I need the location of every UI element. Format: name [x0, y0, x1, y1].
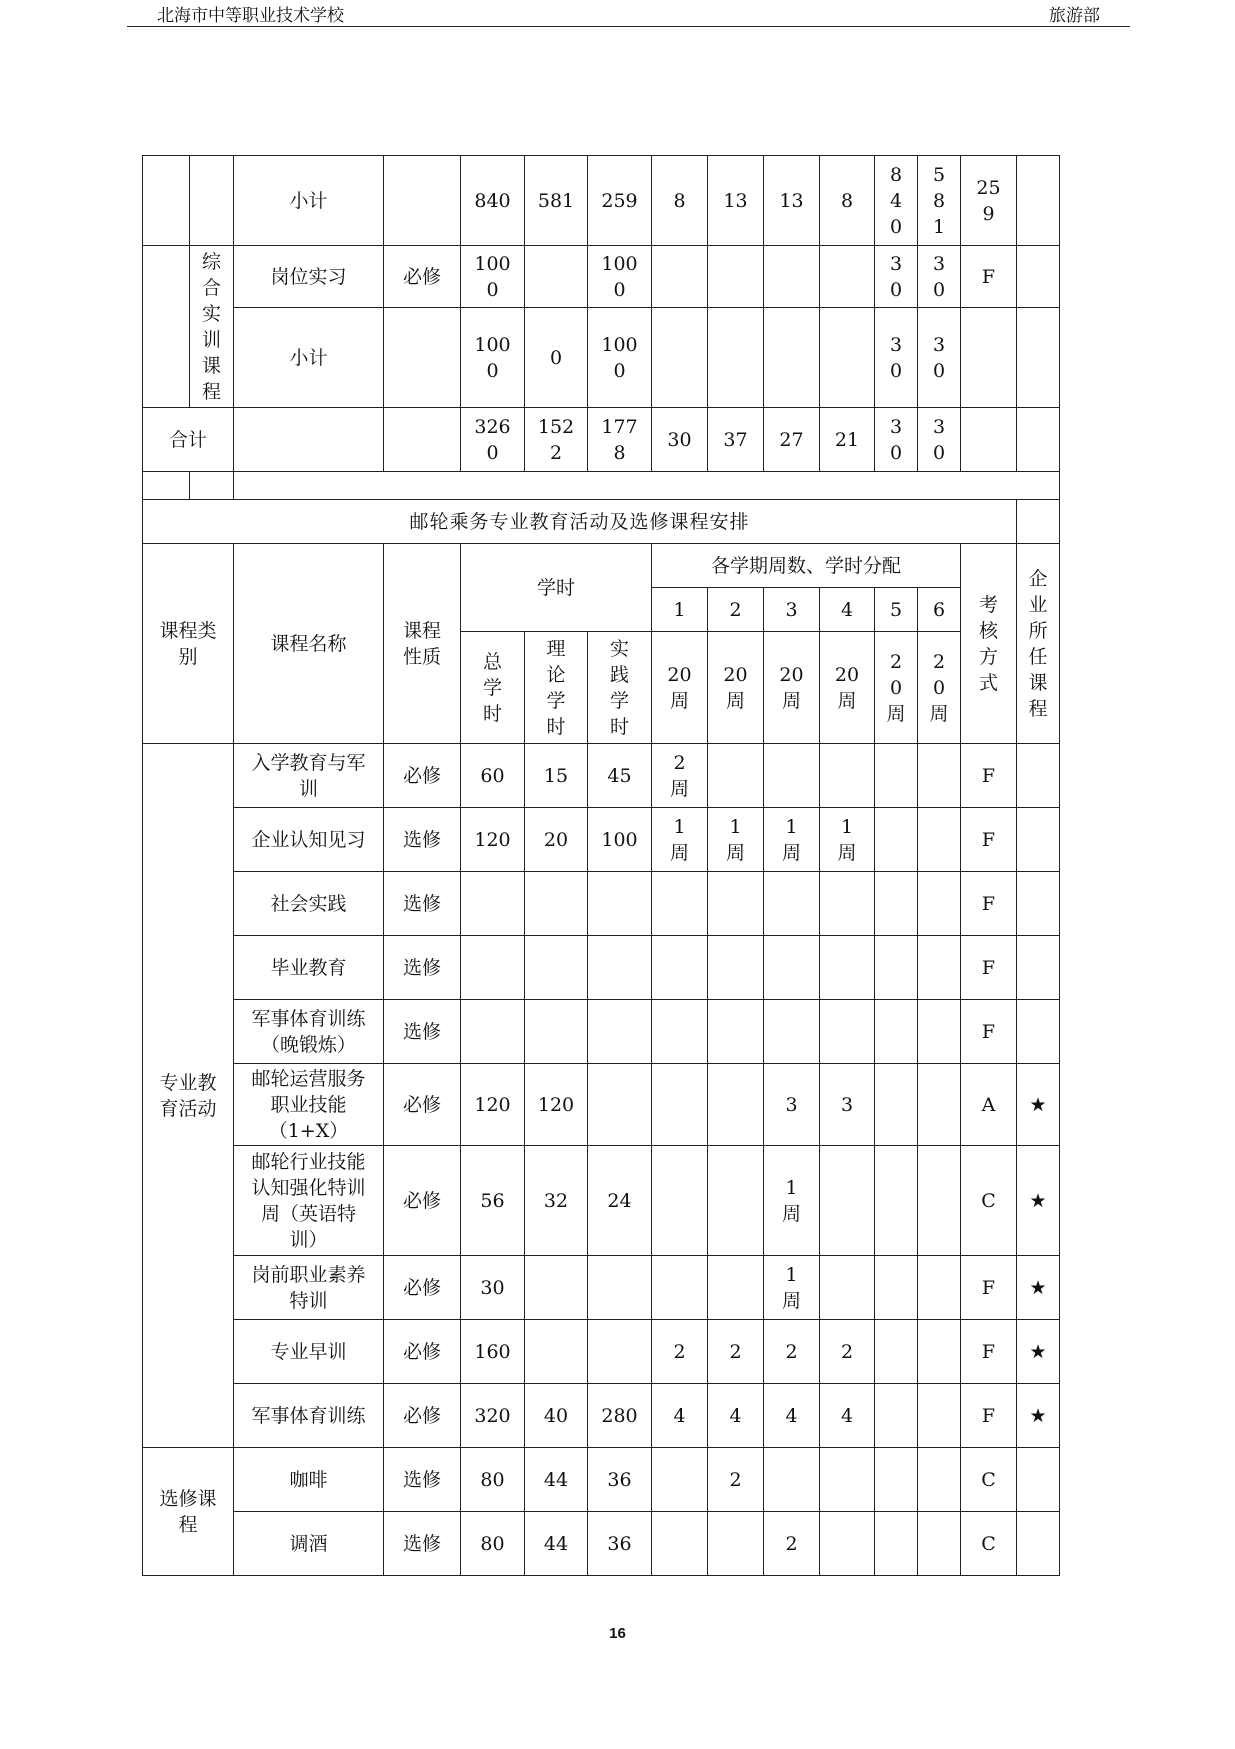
semester-3: 1 周: [764, 808, 820, 872]
semester-2: [708, 1146, 764, 1256]
semester-2: 4: [708, 1384, 764, 1448]
table-row: [143, 1146, 1060, 1256]
column-header-row: [143, 544, 1060, 588]
total-hours: 100 0: [461, 246, 525, 308]
exam-method: [961, 408, 1017, 472]
header-weeks-6: 2 0 周: [918, 632, 961, 744]
semester-6: 3 0: [918, 246, 961, 308]
enterprise-star: ★: [1017, 1320, 1060, 1384]
table-row: [143, 1448, 1060, 1512]
semester-2: 1 周: [708, 808, 764, 872]
exam-method: F: [961, 1320, 1017, 1384]
semester-4: [820, 872, 875, 936]
semester-4: [820, 1146, 875, 1256]
semester-5: 3 0: [875, 308, 918, 408]
semester-5: [875, 1256, 918, 1320]
header-practice-hours: 实 践 学 时: [588, 632, 652, 744]
semester-1: [652, 936, 708, 1000]
semester-5: [875, 1064, 918, 1146]
theory-hours: 20: [525, 808, 588, 872]
total-hours: 120: [461, 808, 525, 872]
semester-1: [652, 246, 708, 308]
semester-3: [764, 1000, 820, 1064]
curriculum-table: [142, 155, 1060, 1576]
theory-hours: 581: [525, 156, 588, 246]
enterprise-star: ★: [1017, 1256, 1060, 1320]
semester-2: [708, 1064, 764, 1146]
semester-6: [918, 744, 961, 808]
exam-method: 25 9: [961, 156, 1017, 246]
semester-5: [875, 1146, 918, 1256]
semester-5: 8 4 0: [875, 156, 918, 246]
semester-3: [764, 872, 820, 936]
semester-3: 13: [764, 156, 820, 246]
semester-4: [820, 744, 875, 808]
total-hours: 100 0: [461, 308, 525, 408]
course-nature: 必修: [384, 1146, 461, 1256]
enterprise-star: [1017, 1000, 1060, 1064]
course-name: 调酒: [234, 1512, 384, 1576]
header-semester-2: 2: [708, 588, 764, 632]
enterprise-course: [1017, 308, 1060, 408]
semester-6: [918, 1000, 961, 1064]
header-weeks-5: 2 0 周: [875, 632, 918, 744]
semester-4: [820, 936, 875, 1000]
semester-4: [820, 1512, 875, 1576]
semester-4: [820, 1000, 875, 1064]
semester-5: [875, 872, 918, 936]
exam-method: F: [961, 872, 1017, 936]
header-theory-hours: 理 论 学 时: [525, 632, 588, 744]
semester-5: [875, 1384, 918, 1448]
theory-hours: 44: [525, 1448, 588, 1512]
enterprise-star: ★: [1017, 1146, 1060, 1256]
semester-6: [918, 1256, 961, 1320]
semester-6: 5 8 1: [918, 156, 961, 246]
semester-6: 3 0: [918, 408, 961, 472]
theory-hours: 32: [525, 1146, 588, 1256]
header-semester-group: 各学期周数、学时分配: [652, 544, 961, 588]
subcategory-cell-cont: [190, 156, 234, 246]
subtotal-row: [143, 156, 1060, 246]
practice-hours: [588, 936, 652, 1000]
practice-hours: [588, 1000, 652, 1064]
course-name: 专业早训: [234, 1320, 384, 1384]
semester-6: [918, 808, 961, 872]
course-name: 咖啡: [234, 1448, 384, 1512]
category-cell-cont: [143, 246, 190, 408]
exam-method: F: [961, 808, 1017, 872]
semester-4: [820, 1448, 875, 1512]
total-hours: 60: [461, 744, 525, 808]
exam-method: F: [961, 246, 1017, 308]
header-category: 课程类 别: [143, 544, 234, 744]
semester-1: 2: [652, 1320, 708, 1384]
course-nature: [384, 308, 461, 408]
category-cell-cont: [143, 156, 190, 246]
table-row: [143, 936, 1060, 1000]
semester-3: [764, 936, 820, 1000]
semester-4: [820, 1256, 875, 1320]
header-enterprise: 企 业 所 任 课 程: [1017, 544, 1060, 744]
total-hours: 840: [461, 156, 525, 246]
semester-1: [652, 1512, 708, 1576]
course-name: [234, 408, 384, 472]
table-row: [143, 744, 1060, 808]
course-name: 邮轮运营服务 职业技能 （1+X）: [234, 1064, 384, 1146]
table-row: [143, 1512, 1060, 1576]
theory-hours: 40: [525, 1384, 588, 1448]
semester-1: [652, 1256, 708, 1320]
enterprise-star: [1017, 808, 1060, 872]
semester-2: 13: [708, 156, 764, 246]
course-name: 邮轮行业技能 认知强化特训 周（英语特 训）: [234, 1146, 384, 1256]
enterprise-course: [1017, 156, 1060, 246]
course-nature: 必修: [384, 246, 461, 308]
semester-6: [918, 1448, 961, 1512]
course-nature: 必修: [384, 744, 461, 808]
semester-4: 8: [820, 156, 875, 246]
semester-3: [764, 744, 820, 808]
enterprise-star: ★: [1017, 1384, 1060, 1448]
semester-1: 4: [652, 1384, 708, 1448]
total-hours: [461, 1000, 525, 1064]
enterprise-star: [1017, 936, 1060, 1000]
header-weeks-4: 20 周: [820, 632, 875, 744]
course-nature: 必修: [384, 1384, 461, 1448]
exam-method: F: [961, 1384, 1017, 1448]
total-hours: 80: [461, 1448, 525, 1512]
course-nature: [384, 156, 461, 246]
course-nature: 选修: [384, 872, 461, 936]
empty-cell: [234, 472, 1060, 500]
total-hours: 56: [461, 1146, 525, 1256]
header-weeks-2: 20 周: [708, 632, 764, 744]
subtotal-row: [143, 308, 1060, 408]
table-row: [143, 1000, 1060, 1064]
semester-3: 4: [764, 1384, 820, 1448]
semester-4: 3: [820, 1064, 875, 1146]
header-hours: 学时: [461, 544, 652, 632]
table-row: [143, 1256, 1060, 1320]
header-semester-3: 3: [764, 588, 820, 632]
enterprise-star: [1017, 1512, 1060, 1576]
total-hours: [461, 936, 525, 1000]
semester-3: 2: [764, 1512, 820, 1576]
empty-cell: [190, 472, 234, 500]
course-name: 军事体育训练 （晚锻炼）: [234, 1000, 384, 1064]
practice-hours: 100 0: [588, 308, 652, 408]
enterprise-course: [1017, 408, 1060, 472]
enterprise-star: [1017, 872, 1060, 936]
semester-5: [875, 1000, 918, 1064]
course-nature: 选修: [384, 936, 461, 1000]
total-hours: 30: [461, 1256, 525, 1320]
category-label: 专业教 育活动: [143, 744, 234, 1448]
theory-hours: [525, 936, 588, 1000]
semester-1: 8: [652, 156, 708, 246]
theory-hours: [525, 246, 588, 308]
table-row: [143, 872, 1060, 936]
table-row: [143, 1320, 1060, 1384]
theory-hours: 152 2: [525, 408, 588, 472]
semester-2: [708, 1256, 764, 1320]
semester-2: [708, 1000, 764, 1064]
course-nature: 选修: [384, 1448, 461, 1512]
semester-4: 1 周: [820, 808, 875, 872]
empty-cell: [1017, 500, 1060, 544]
semester-6: [918, 1512, 961, 1576]
semester-2: 2: [708, 1448, 764, 1512]
practice-hours: 100: [588, 808, 652, 872]
semester-2: 37: [708, 408, 764, 472]
exam-method: [961, 308, 1017, 408]
semester-6: [918, 1064, 961, 1146]
semester-3: 3: [764, 1064, 820, 1146]
course-nature: [384, 408, 461, 472]
internship-row: [143, 246, 1060, 308]
semester-4: 4: [820, 1384, 875, 1448]
semester-2: [708, 872, 764, 936]
school-name: 北海市中等职业技术学校: [157, 6, 344, 26]
empty-cell: [143, 472, 190, 500]
total-hours: 80: [461, 1512, 525, 1576]
practice-hours: 259: [588, 156, 652, 246]
theory-hours: 120: [525, 1064, 588, 1146]
semester-3: 1 周: [764, 1256, 820, 1320]
semester-3: [764, 1448, 820, 1512]
course-name: 岗位实习: [234, 246, 384, 308]
semester-6: [918, 1384, 961, 1448]
page-header: [127, 0, 1130, 27]
total-row: [143, 408, 1060, 472]
practice-hours: 100 0: [588, 246, 652, 308]
total-hours: [461, 872, 525, 936]
course-nature: 选修: [384, 1000, 461, 1064]
exam-method: A: [961, 1064, 1017, 1146]
semester-5: [875, 1512, 918, 1576]
total-hours: 160: [461, 1320, 525, 1384]
exam-method: F: [961, 1000, 1017, 1064]
table-row: [143, 1384, 1060, 1448]
header-weeks-3: 20 周: [764, 632, 820, 744]
total-hours: 120: [461, 1064, 525, 1146]
semester-6: [918, 1146, 961, 1256]
enterprise-course: [1017, 246, 1060, 308]
theory-hours: [525, 1256, 588, 1320]
header-exam: 考 核 方 式: [961, 544, 1017, 744]
semester-5: [875, 744, 918, 808]
semester-2: [708, 744, 764, 808]
semester-2: [708, 936, 764, 1000]
practice-hours: 36: [588, 1512, 652, 1576]
semester-4: 21: [820, 408, 875, 472]
semester-5: [875, 1448, 918, 1512]
exam-method: C: [961, 1448, 1017, 1512]
semester-5: [875, 1320, 918, 1384]
semester-5: [875, 808, 918, 872]
theory-hours: 44: [525, 1512, 588, 1576]
semester-1: [652, 1000, 708, 1064]
table-row: [143, 1064, 1060, 1146]
semester-3: [764, 246, 820, 308]
course-name: 社会实践: [234, 872, 384, 936]
semester-2: [708, 246, 764, 308]
spacer-row: [143, 472, 1060, 500]
course-name: 小计: [234, 308, 384, 408]
course-nature: 必修: [384, 1320, 461, 1384]
enterprise-star: ★: [1017, 1064, 1060, 1146]
semester-6: [918, 872, 961, 936]
semester-4: [820, 246, 875, 308]
semester-1: [652, 1448, 708, 1512]
semester-1: [652, 1064, 708, 1146]
practice-hours: 280: [588, 1384, 652, 1448]
practice-hours: [588, 1256, 652, 1320]
exam-method: F: [961, 1256, 1017, 1320]
exam-method: C: [961, 1146, 1017, 1256]
course-nature: 选修: [384, 808, 461, 872]
semester-4: 2: [820, 1320, 875, 1384]
course-nature: 必修: [384, 1256, 461, 1320]
semester-1: 2 周: [652, 744, 708, 808]
exam-method: F: [961, 936, 1017, 1000]
theory-hours: 0: [525, 308, 588, 408]
exam-method: F: [961, 744, 1017, 808]
practice-hours: [588, 1320, 652, 1384]
total-label: 合计: [143, 408, 234, 472]
page-number: 16: [609, 1625, 626, 1642]
semester-6: [918, 1320, 961, 1384]
course-name: 小计: [234, 156, 384, 246]
course-name: 岗前职业素养 特训: [234, 1256, 384, 1320]
theory-hours: [525, 872, 588, 936]
total-hours: 326 0: [461, 408, 525, 472]
semester-5: 3 0: [875, 408, 918, 472]
header-semester-5: 5: [875, 588, 918, 632]
theory-hours: 15: [525, 744, 588, 808]
semester-3: [764, 308, 820, 408]
semester-1: [652, 308, 708, 408]
practice-hours: 36: [588, 1448, 652, 1512]
practice-hours: [588, 872, 652, 936]
header-semester-6: 6: [918, 588, 961, 632]
semester-5: 3 0: [875, 246, 918, 308]
semester-2: [708, 1512, 764, 1576]
exam-method: C: [961, 1512, 1017, 1576]
practice-hours: 24: [588, 1146, 652, 1256]
semester-3: 2: [764, 1320, 820, 1384]
header-nature: 课程 性质: [384, 544, 461, 744]
header-semester-1: 1: [652, 588, 708, 632]
category-label: 选修课 程: [143, 1448, 234, 1576]
semester-3: 1 周: [764, 1146, 820, 1256]
semester-6: [918, 936, 961, 1000]
semester-5: [875, 936, 918, 1000]
semester-6: 3 0: [918, 308, 961, 408]
subcategory-label: 综 合 实 训 课 程: [190, 246, 234, 408]
semester-3: 27: [764, 408, 820, 472]
semester-1: 30: [652, 408, 708, 472]
enterprise-star: [1017, 1448, 1060, 1512]
department-name: 旅游部: [1049, 6, 1100, 26]
semester-1: [652, 1146, 708, 1256]
course-name: 军事体育训练: [234, 1384, 384, 1448]
table-row: [143, 808, 1060, 872]
course-nature: 必修: [384, 1064, 461, 1146]
practice-hours: 45: [588, 744, 652, 808]
section-title: 邮轮乘务专业教育活动及选修课程安排: [143, 500, 1017, 544]
course-nature: 选修: [384, 1512, 461, 1576]
semester-2: [708, 308, 764, 408]
course-name: 入学教育与军 训: [234, 744, 384, 808]
semester-2: 2: [708, 1320, 764, 1384]
theory-hours: [525, 1320, 588, 1384]
header-semester-4: 4: [820, 588, 875, 632]
semester-1: [652, 872, 708, 936]
section-title-row: [143, 500, 1060, 544]
theory-hours: [525, 1000, 588, 1064]
enterprise-star: [1017, 744, 1060, 808]
header-weeks-1: 20 周: [652, 632, 708, 744]
practice-hours: [588, 1064, 652, 1146]
course-name: 企业认知见习: [234, 808, 384, 872]
total-hours: 320: [461, 1384, 525, 1448]
header-course-name: 课程名称: [234, 544, 384, 744]
course-name: 毕业教育: [234, 936, 384, 1000]
semester-4: [820, 308, 875, 408]
header-total-hours: 总 学 时: [461, 632, 525, 744]
semester-1: 1 周: [652, 808, 708, 872]
practice-hours: 177 8: [588, 408, 652, 472]
